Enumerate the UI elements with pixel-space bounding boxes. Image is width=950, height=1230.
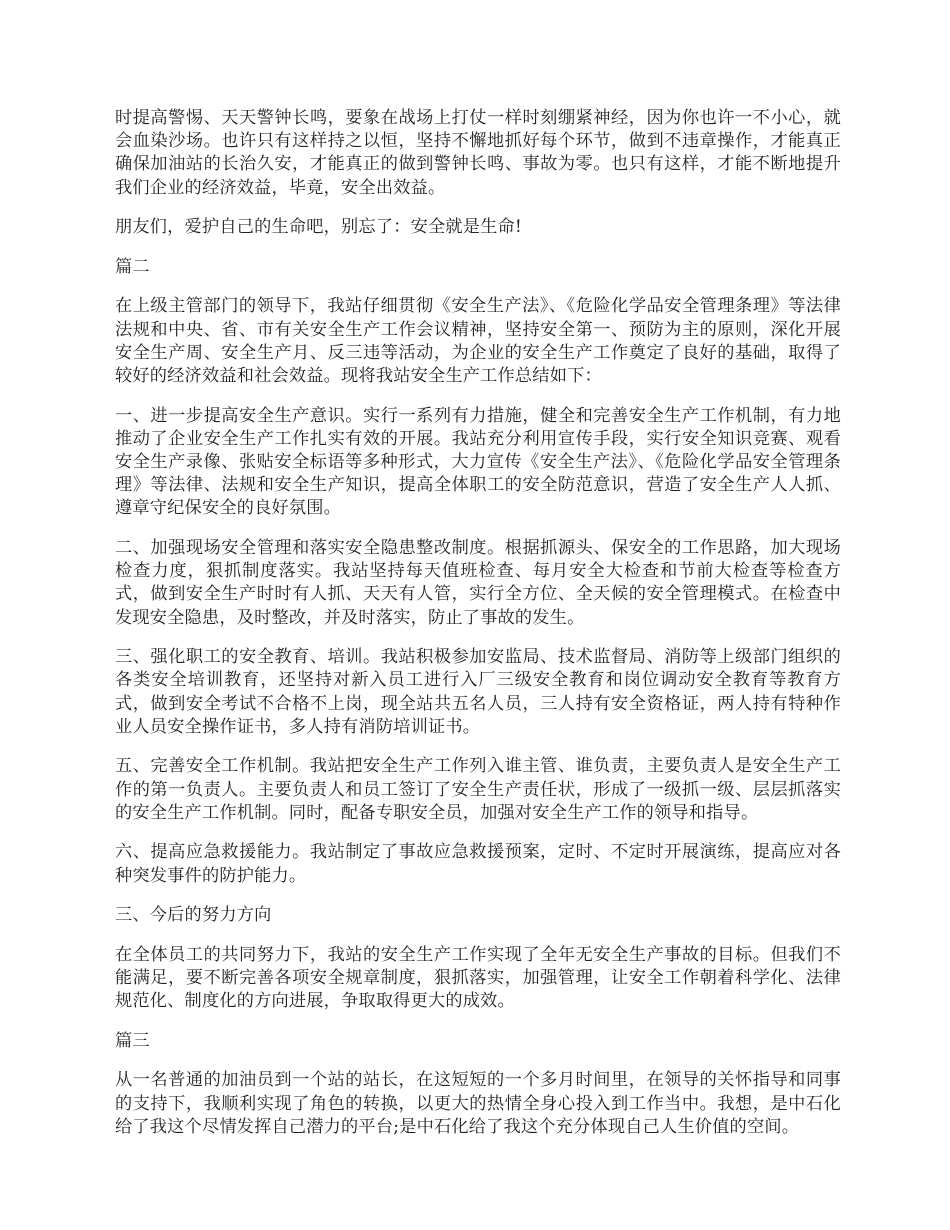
- paragraph-item-three: 三、强化职工的安全教育、培训。我站积极参加安监局、技术监督局、消防等上级部门组织的各类安全培训教育，还坚持对新入员工进行入厂三级安全教育和岗位调动安全教育等教育方式，做到安全考试不合格不上岗，现全站共五名人员，三人持有安全资格证，两人持有特种作业人员安全操作证书，多人持有消防培训证书。: [115, 647, 841, 737]
- paragraph-safety-vigilance: 时提高警惕、天天警钟长鸣，要象在战场上打仗一样时刻绷紧神经，因为你也许一不小心，就会血染沙场。也许只有这样持之以恒，坚持不懈地抓好每个环节，做到不违章操作，才能真正确保加油站的长治久安，才能真正的做到警钟长鸣、事故为零。也只有这样，才能不断地提升我们企业的经济效益，毕竟，安全出效益。: [115, 108, 841, 198]
- paragraph-item-one: 一、进一步提高安全生产意识。实行一系列有力措施，健全和完善安全生产工作机制，有力地推动了企业安全生产工作扎实有效的开展。我站充分利用宣传手段，实行安全知识竞赛、观看安全生产录像、张贴安全标语等多种形式，大力宣传《安全生产法》、《危险化学品安全管理条理》等法律、法规和安全生产知识，提高全体职工的安全防范意识，营造了安全生产人人抓、遵章守纪保安全的良好氛围。: [115, 405, 841, 519]
- paragraph-intro-summary: 在上级主管部门的领导下，我站仔细贯彻《安全生产法》、《危险化学品安全管理条理》等法律法规和中央、省、市有关安全生产工作会议精神，坚持安全第一、预防为主的原则，深化开展安全生产周、安全生产月、反三违等活动，为企业的安全生产工作奠定了良好的基础，取得了较好的经济效益和社会效益。现将我站安全生产工作总结如下：: [115, 296, 841, 386]
- section-heading-part-three: 篇三: [115, 1030, 150, 1051]
- paragraph-item-six: 六、提高应急救援能力。我站制定了事故应急救援预案，定时、不定时开展演练，提高应对各种突发事件的防护能力。: [115, 842, 841, 886]
- paragraph-station-manager: 从一名普通的加油员到一个站的站长，在这短短的一个多月时间里，在领导的关怀指导和同事的支持下，我顺利实现了角色的转换，以更大的热情全身心投入到工作当中。我想，是中石化给了我这个尽情发挥自己潜力的平台;是中石化给了我这个充分体现自己人生价值的空间。: [115, 1070, 841, 1137]
- paragraph-closing-appeal: 朋友们，爱护自己的生命吧，别忘了：安全就是生命!: [115, 217, 523, 238]
- section-heading-future-direction: 三、今后的努力方向: [115, 905, 272, 926]
- paragraph-item-two: 二、加强现场安全管理和落实安全隐患整改制度。根据抓源头、保安全的工作思路，加大现场检查力度，狠抓制度落实。我站坚持每天值班检查、每月安全大检查和节前大检查等检查方式，做到安全生产时时有人抓、天天有人管，实行全方位、全天候的安全管理模式。在检查中发现安全隐患，及时整改，并及时落实，防止了事故的发生。: [115, 538, 841, 628]
- document-body: [115, 107, 841, 1155]
- paragraph-future-goals: 在全体员工的共同努力下，我站的安全生产工作实现了全年无安全生产事故的目标。但我们不能满足，要不断完善各项安全规章制度，狠抓落实，加强管理，让安全工作朝着科学化、法律规范化、制度化的方向进展，争取取得更大的成效。: [115, 944, 841, 1012]
- paragraph-item-five: 五、完善安全工作机制。我站把安全生产工作列入谁主管、谁负责，主要负责人是安全生产工作的第一负责人。主要负责人和员工签订了安全生产责任状，形成了一级抓一级、层层抓落实的安全生产工作机制。同时，配备专职安全员，加强对安全生产工作的领导和指导。: [115, 756, 841, 823]
- section-heading-part-two: 篇二: [115, 256, 150, 277]
